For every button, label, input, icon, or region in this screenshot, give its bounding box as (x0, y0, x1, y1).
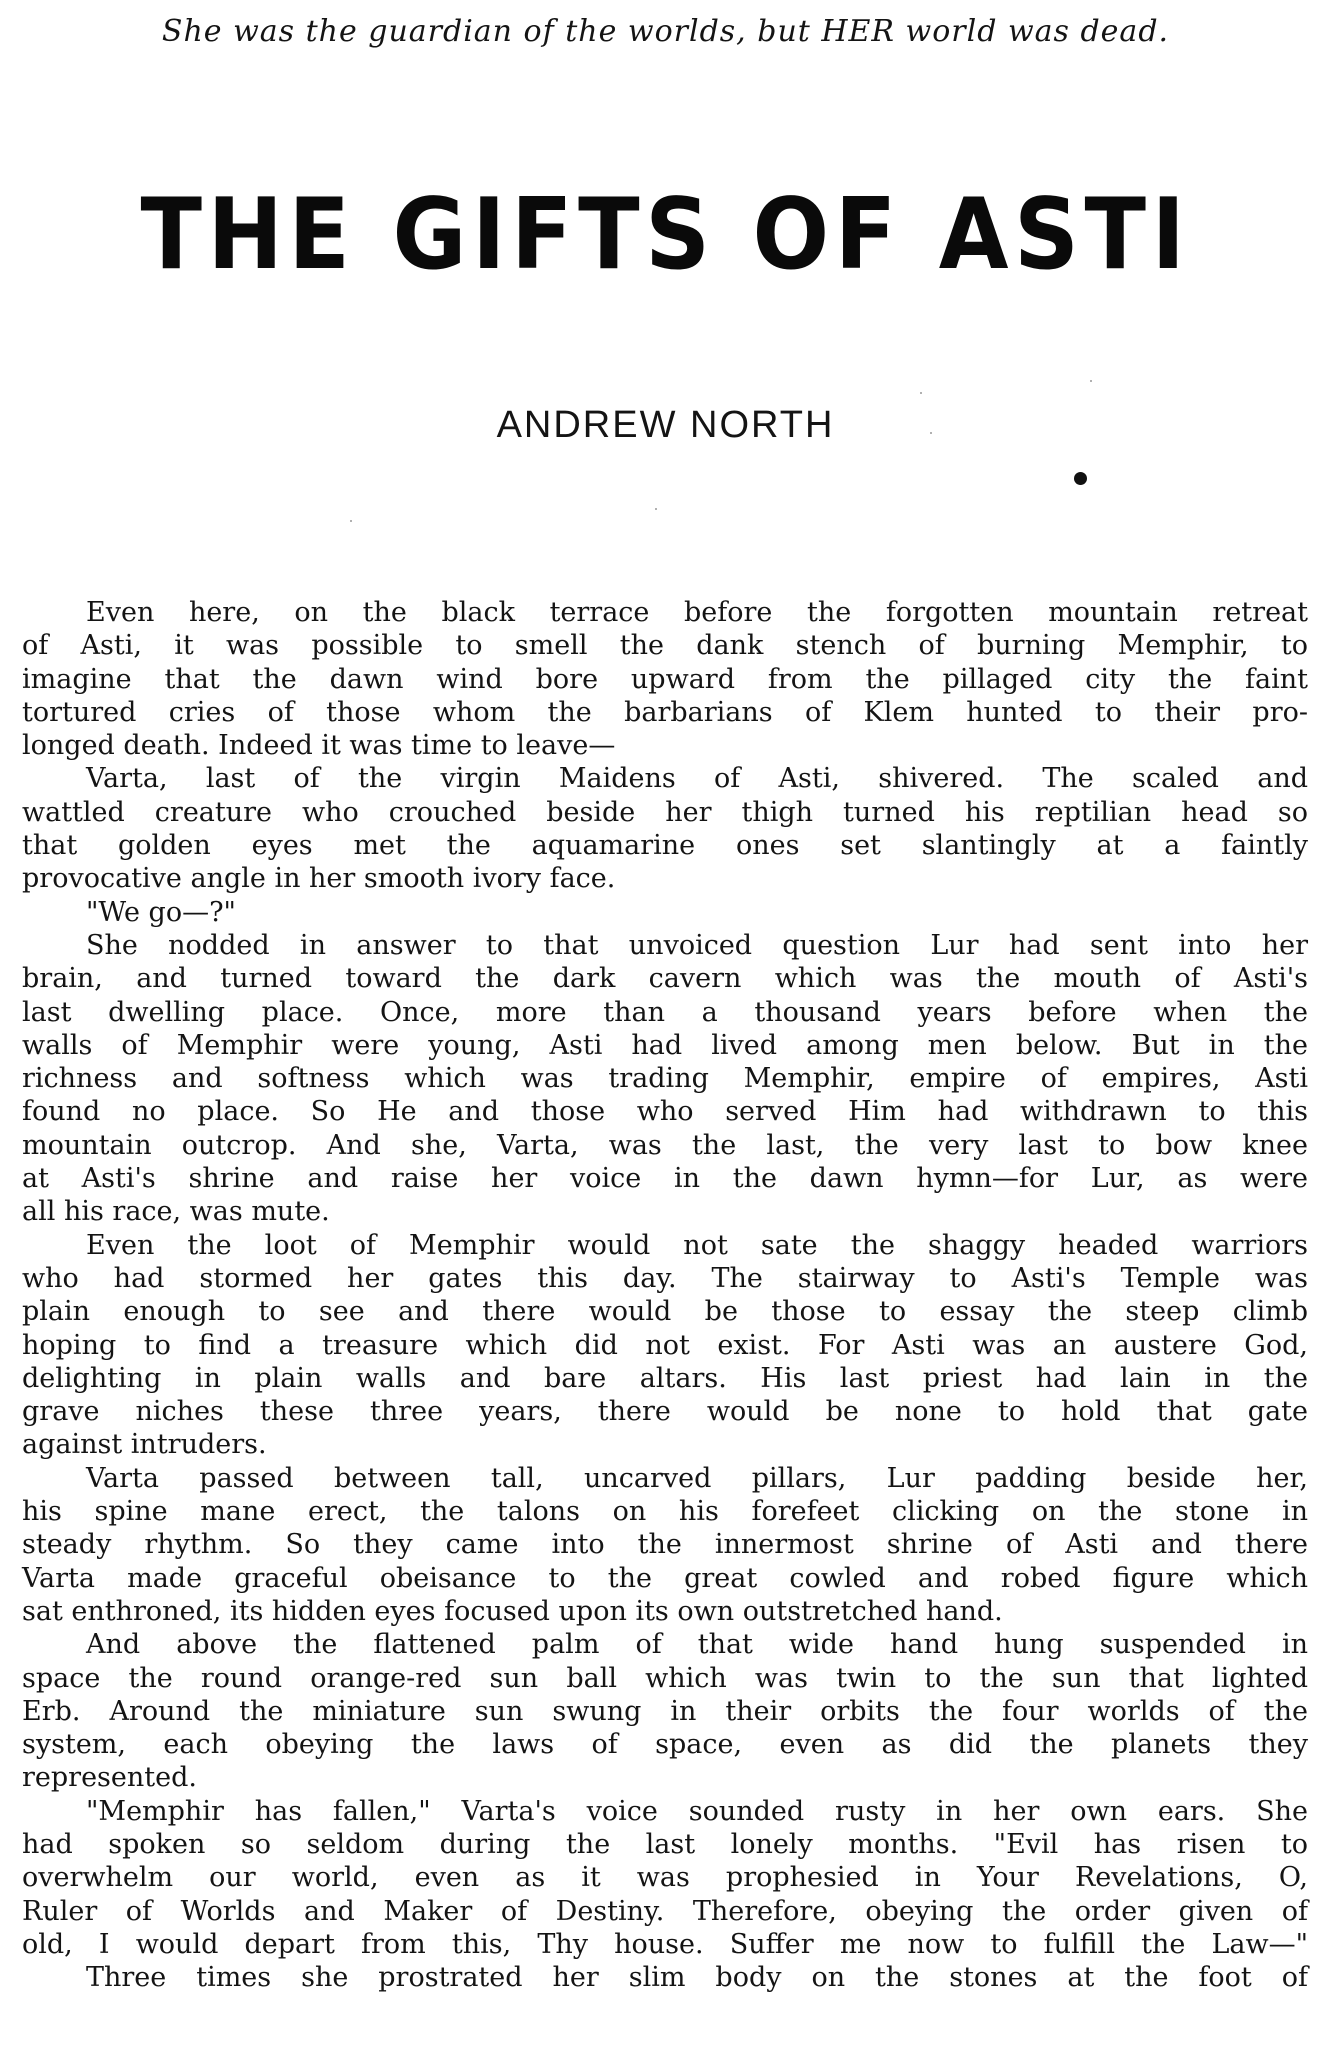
body-line: last dwelling place. Once, more than a thousand years before when the (22, 996, 1308, 1028)
body-line: tortured cries of those whom the barbarians of Klem hunted to their pro- (22, 696, 1308, 728)
print-speck (1090, 380, 1092, 382)
body-line: wattled creature who crouched beside her thigh turned his reptilian head so (22, 796, 1308, 828)
body-line: Three times she prostrated her slim body on the stones at the foot of (86, 1962, 1308, 1994)
body-line: mountain outcrop. And she, Varta, was the last, the very last to bow knee (22, 1129, 1308, 1161)
body-line: provocative angle in her smooth ivory face. (22, 863, 616, 895)
body-line: against intruders. (22, 1429, 267, 1461)
story-title: THE GIFTS OF ASTI (140, 178, 1191, 292)
body-line: "Memphir has fallen," Varta's voice sounded rusty in her own ears. She (86, 1795, 1308, 1827)
print-speck (655, 508, 657, 510)
body-line: plain enough to see and there would be those to essay the steep climb (22, 1296, 1308, 1328)
body-line: She nodded in answer to that unvoiced question Lur had sent into her (86, 929, 1308, 961)
body-line: imagine that the dawn wind bore upward from the pillaged city the faint (22, 663, 1308, 695)
body-line: delighting in plain walls and bare altars. His last priest had lain in the (22, 1362, 1308, 1394)
body-line: longed death. Indeed it was time to leave— (22, 730, 616, 762)
body-line: of Asti, it was possible to smell the dank stench of burning Memphir, to (22, 630, 1308, 662)
body-line: who had stormed her gates this day. The stairway to Asti's Temple was (22, 1262, 1308, 1294)
body-line: Varta passed between tall, uncarved pillars, Lur padding beside her, (86, 1462, 1308, 1494)
body-line: had spoken so seldom during the last lonely months. "Evil has risen to (22, 1828, 1308, 1860)
body-line: that golden eyes met the aquamarine ones set slantingly at a faintly (22, 830, 1308, 862)
body-line: Varta made graceful obeisance to the great cowled and robed figure which (22, 1562, 1308, 1594)
body-line: grave niches these three years, there would be none to hold that gate (22, 1396, 1308, 1428)
print-speck (350, 520, 352, 522)
author-byline: ANDREW NORTH (496, 404, 835, 446)
body-line: space the round orange-red sun ball which was twin to the sun that lighted (22, 1662, 1308, 1694)
body-line: brain, and turned toward the dark cavern which was the mouth of Asti's (22, 963, 1308, 995)
print-speck (930, 432, 932, 434)
body-line: walls of Memphir were young, Asti had lived among men below. But in the (22, 1029, 1308, 1061)
body-line: at Asti's shrine and raise her voice in the dawn hymn—for Lur, as were (22, 1163, 1308, 1195)
bullet-ornament (1074, 472, 1087, 485)
print-speck (920, 392, 922, 394)
body-line: Ruler of Worlds and Maker of Destiny. Therefore, obeying the order given of (22, 1895, 1308, 1927)
body-line: his spine mane erect, the talons on his forefeet clicking on the stone in (22, 1496, 1308, 1528)
body-line: And above the flattened palm of that wide hand hung suspended in (86, 1629, 1308, 1661)
body-line: all his race, was mute. (22, 1196, 330, 1228)
tagline: She was the guardian of the worlds, but HER world was dead. (161, 14, 1170, 49)
body-line: steady rhythm. So they came into the innermost shrine of Asti and there (22, 1529, 1308, 1561)
body-line: Even the loot of Memphir would not sate the shaggy headed warriors (86, 1229, 1308, 1261)
body-line: old, I would depart from this, Thy house. Suffer me now to fulfill the Law—" (22, 1928, 1308, 1960)
body-line: Even here, on the black terrace before the forgotten mountain retreat (86, 597, 1308, 628)
body-line: "We go—?" (86, 896, 236, 928)
body-line: sat enthroned, its hidden eyes focused upon its own outstretched hand. (22, 1595, 1003, 1627)
body-line: represented. (22, 1762, 197, 1794)
story-body (22, 596, 1308, 1994)
body-line: richness and softness which was trading Memphir, empire of empires, Asti (22, 1063, 1308, 1095)
body-line: hoping to find a treasure which did not exist. For Asti was an austere God, (22, 1329, 1308, 1361)
body-line: overwhelm our world, even as it was prophesied in Your Revelations, O, (22, 1862, 1308, 1894)
body-line: Varta, last of the virgin Maidens of Asti, shivered. The scaled and (86, 763, 1308, 795)
body-line: system, each obeying the laws of space, even as did the planets they (22, 1729, 1308, 1761)
body-line: found no place. So He and those who served Him had withdrawn to this (22, 1096, 1308, 1128)
body-line: Erb. Around the miniature sun swung in their orbits the four worlds of the (22, 1695, 1308, 1727)
